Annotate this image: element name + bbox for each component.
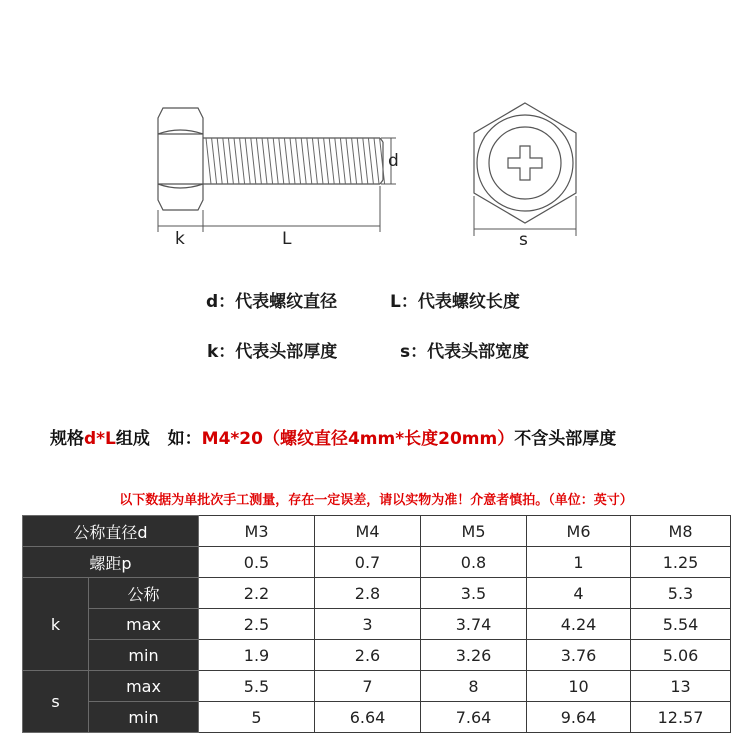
k-cell: 1.9	[199, 640, 315, 671]
thread-line	[279, 138, 284, 184]
thread-line	[228, 138, 233, 184]
bolt-side-view	[158, 108, 383, 210]
k-group-label: k	[23, 578, 89, 671]
k-cell: 4	[527, 578, 631, 609]
k-cell: 3	[315, 609, 421, 640]
s-group-label: s	[23, 671, 89, 733]
s-cell: 7.64	[421, 702, 527, 733]
thread-line	[290, 138, 295, 184]
spec-part-3: 组成 如：	[115, 429, 202, 449]
spec-part-5: 不含头部厚度	[514, 429, 617, 449]
size-cell: M6	[527, 516, 631, 547]
thread-line	[312, 138, 317, 184]
table-header-row	[23, 516, 731, 547]
s-row-label: min	[89, 702, 199, 733]
bolt-dimension-diagram	[0, 0, 752, 300]
legend-L: L：代表螺纹长度	[390, 292, 520, 312]
thread-line	[217, 138, 222, 184]
thread-line	[284, 138, 289, 184]
spec-part-1: 规格	[50, 429, 84, 449]
s-row-label: max	[89, 671, 199, 702]
k-cell: 2.5	[199, 609, 315, 640]
thread-line	[363, 138, 368, 184]
k-cell: 3.74	[421, 609, 527, 640]
legend-row-1	[0, 287, 752, 313]
spec-example: M4*20（螺纹直径4mm*长度20mm）	[201, 429, 515, 449]
thread-line	[368, 138, 373, 184]
s-cell: 10	[527, 671, 631, 702]
s-cell: 12.57	[631, 702, 731, 733]
thread-line	[256, 138, 261, 184]
k-cell: 3.26	[421, 640, 527, 671]
thread-line	[234, 138, 239, 184]
thread-line	[262, 138, 267, 184]
table-row-s	[23, 702, 731, 733]
k-row-label: min	[89, 640, 199, 671]
spec-description	[50, 424, 616, 450]
thread-line	[245, 138, 250, 184]
header-label: 公称直径d	[23, 516, 199, 547]
table-row-k	[23, 609, 731, 640]
s-cell: 8	[421, 671, 527, 702]
thread-line	[340, 138, 345, 184]
k-cell: 4.24	[527, 609, 631, 640]
table-row-s	[23, 671, 731, 702]
thread-lines	[206, 138, 385, 184]
k-cell: 2.2	[199, 578, 315, 609]
thread-line	[346, 138, 351, 184]
table-row-k	[23, 578, 731, 609]
pitch-cell: 0.7	[315, 547, 421, 578]
k-cell: 2.8	[315, 578, 421, 609]
thread-line	[329, 138, 334, 184]
s-cell: 9.64	[527, 702, 631, 733]
k-cell: 5.3	[631, 578, 731, 609]
pitch-cell: 0.8	[421, 547, 527, 578]
thread-line	[223, 138, 228, 184]
size-cell: M8	[631, 516, 731, 547]
thread-line	[301, 138, 306, 184]
s-cell: 13	[631, 671, 731, 702]
pitch-cell: 1	[527, 547, 631, 578]
dim-label-d: d	[388, 151, 399, 171]
thread-line	[318, 138, 323, 184]
k-cell: 5.06	[631, 640, 731, 671]
thread-line	[268, 138, 273, 184]
thread-line	[307, 138, 312, 184]
thread-line	[240, 138, 245, 184]
pitch-label: 螺距p	[23, 547, 199, 578]
s-cell: 5	[199, 702, 315, 733]
k-cell: 3.5	[421, 578, 527, 609]
s-cell: 6.64	[315, 702, 421, 733]
thread-line	[296, 138, 301, 184]
pitch-cell: 1.25	[631, 547, 731, 578]
dim-label-k: k	[175, 229, 185, 249]
table-row-k	[23, 640, 731, 671]
size-cell: M3	[199, 516, 315, 547]
thread-line	[374, 138, 379, 184]
spec-table	[22, 515, 731, 733]
thread-line	[251, 138, 256, 184]
size-cell: M5	[421, 516, 527, 547]
measurement-notice: 以下数据为单批次手工测量，存在一定误差，请以实物为准！介意者慎拍。（单位：英寸）	[119, 493, 633, 508]
k-cell: 5.54	[631, 609, 731, 640]
thread-line	[324, 138, 329, 184]
thread-line	[352, 138, 357, 184]
pitch-cell: 0.5	[199, 547, 315, 578]
legend-row-2	[0, 337, 752, 363]
dim-label-L: L	[282, 229, 292, 249]
thread-line	[380, 138, 385, 184]
thread-line	[357, 138, 362, 184]
thread-line	[206, 138, 211, 184]
table-row-pitch	[23, 547, 731, 578]
dim-label-s: s	[519, 230, 528, 250]
thread-line	[212, 138, 217, 184]
thread-line	[273, 138, 278, 184]
k-cell: 2.6	[315, 640, 421, 671]
s-cell: 7	[315, 671, 421, 702]
thread-line	[335, 138, 340, 184]
k-cell: 3.76	[527, 640, 631, 671]
k-row-label: 公称	[89, 578, 199, 609]
bolt-top-view	[474, 103, 576, 223]
k-row-label: max	[89, 609, 199, 640]
legend-k: k：代表头部厚度	[207, 342, 338, 362]
spec-table-body	[23, 516, 731, 733]
s-cell: 5.5	[199, 671, 315, 702]
legend-d: d：代表螺纹直径	[206, 292, 338, 312]
size-cell: M4	[315, 516, 421, 547]
legend-s: s：代表头部宽度	[400, 342, 530, 362]
spec-part-2: d*L	[84, 429, 116, 449]
